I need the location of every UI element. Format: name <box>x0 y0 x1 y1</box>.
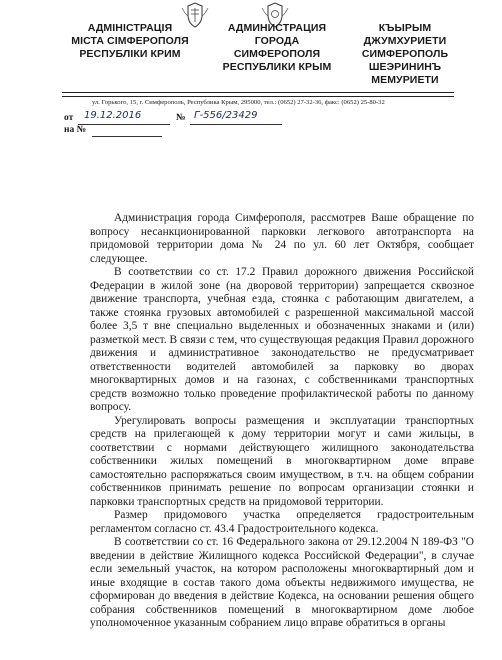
paragraph: В соответствии со ст. 16 Федерального закона от 29.12.2004 N 189-ФЗ "О введении в действие Жилищного кодекса Российской Федерации", в случае если земельный участок, на котором расположены многоквартирный дом и иные входящие в состав такого дома объекты недвижимого имущества, не сформирован до введения в действие Кодекса, на основании решения общего собрания собственников помещений в многоквартирном доме любое уполномоченное указанным собранием лицо вправе обратиться в органы <box>90 536 474 629</box>
header-divider <box>62 92 454 93</box>
reference-label: на № <box>64 125 87 135</box>
paragraph: В соответствии со ст. 17.2 Правил дорожного движения Российской Федерации в жилой зоне (на дворовой территории) запрещается сквозное движение транспорта, учебная езда, стоянка с работающим двигателем, а также стоянка грузовых автомобилей с разрешенной максимальной массой более 3,5 т вне специально выделенных и обозначенных знаками и (или) разметкой мест. В связи с тем, что существующая редакция Правил дорожного движения и административное законодательство не предусматривает ответственности водителей автомобилей за парковку во дворах многоквартирных домов и на газонах, с собственниками транспортных средств возможно только проведение профилактической работы по данному вопросу. <box>90 266 474 413</box>
header-line: ДЖУМХУРИЕТИ <box>363 35 447 47</box>
reference-underline <box>92 136 162 137</box>
date-label: от <box>64 113 74 123</box>
paragraph: Размер придомового участка определяется градостроительным регламентом согласно ст. 43.4 Градостроительного кодекса. <box>90 509 474 535</box>
address-line: ул. Горького, 15, г. Симферополь, Республика Крым, 295000, тел.: (0652) 27-32-36, факс: (0652) 25-80-32 <box>92 99 385 106</box>
header-line: АДМИНИСТРАЦИЯ <box>227 22 327 34</box>
paragraph: Урегулировать вопросы размещения и эксплуатации транспортных средств на прилегающей к дому территории могут и сами жильцы, в соответствии с нормами действующего жилищного законодательства собственники жилых помещений в многоквартирном доме вправе самостоятельно распоряжаться своим имуществом, в т.ч. на общем собрании собственников принимать решение по вопросам организации стоянки и парковки транспортных средств на придомовой территории. <box>90 414 474 508</box>
header-line: ГОРОДА <box>254 35 300 47</box>
date-underline <box>78 124 170 125</box>
header-line: ШЕЭРИНИНЪ <box>368 61 442 73</box>
number-label: № <box>176 113 186 123</box>
header-line: КЪЫРЫМ <box>378 22 432 34</box>
header-divider <box>62 96 454 97</box>
header-crimean-tatar <box>345 22 465 87</box>
header-line: РЕСПУБЛІКИ КРИМ <box>79 48 181 60</box>
header-russian <box>212 22 342 74</box>
header-line: СИМФЕРОПОЛЯ <box>233 48 321 60</box>
number-handwritten: Г-556/23429 <box>194 110 258 121</box>
header-line: АДМІНІСТРАЦІЯ <box>87 22 173 34</box>
header-line: СИМФЕРОПОЛЬ <box>361 48 449 60</box>
header-line: РЕСПУБЛИКИ КРЫМ <box>222 61 332 73</box>
paragraph: Администрация города Симферополя, рассмотрев Ваше обращение по вопросу несанкционированной парковки легкового автотранспорта на придомовой территории дома № 24 по ул. 60 лет Октября, сообщает следующее. <box>90 212 474 265</box>
header-ukrainian <box>60 22 200 61</box>
date-handwritten: 19.12.2016 <box>84 110 142 121</box>
header-line: МІСТА СІМФЕРОПОЛЯ <box>71 35 189 47</box>
header-line: МЕМУРИЕТИ <box>371 74 439 86</box>
letter-body <box>90 212 474 631</box>
number-underline <box>190 124 282 125</box>
